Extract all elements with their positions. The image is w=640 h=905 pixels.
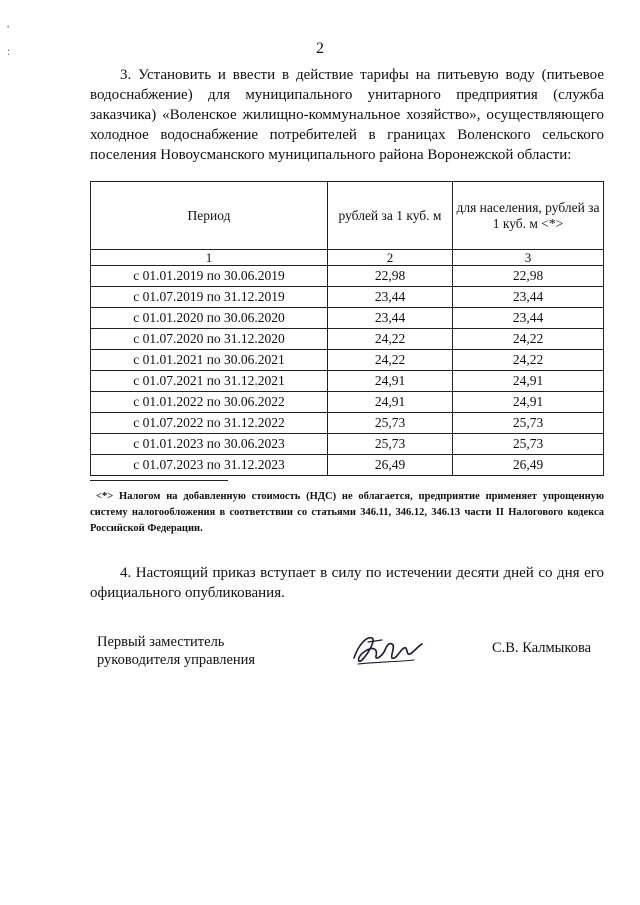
signatory-title: [97, 633, 255, 669]
period-cell: с 01.07.2022 по 31.12.2022: [91, 413, 328, 434]
period-cell: с 01.01.2020 по 30.06.2020: [91, 308, 328, 329]
population-rate-cell: 24,22: [453, 350, 604, 371]
rate-cell: 22,98: [328, 266, 453, 287]
population-rate-cell: 26,49: [453, 455, 604, 476]
footnote: [90, 489, 604, 537]
population-rate-cell: 24,22: [453, 329, 604, 350]
period-cell: с 01.01.2019 по 30.06.2019: [91, 266, 328, 287]
population-rate-cell: 22,98: [453, 266, 604, 287]
period-cell: с 01.07.2021 по 31.12.2021: [91, 371, 328, 392]
margin-mark: ': [7, 22, 10, 36]
column-number: 3: [453, 250, 604, 266]
column-number: 1: [91, 250, 328, 266]
population-rate-cell: 25,73: [453, 413, 604, 434]
table-row: [91, 434, 604, 455]
rate-cell: 24,91: [328, 392, 453, 413]
footnote-divider: [90, 480, 228, 481]
rate-cell: 24,22: [328, 350, 453, 371]
paragraph-3-text: Установить и ввести в действие тарифы на питьевую воду (питьевое водоснабжение) для муниципального унитарного предприятия (служба заказчика) «Воленское жилищно-коммунальное хозяйство», осуществляющего холодное водоснабжение потребителей в границах Воленского сельского поселения Новоусманского муниципального района Воронежской области:: [90, 67, 604, 163]
table-row: [91, 392, 604, 413]
column-number: 2: [328, 250, 453, 266]
period-cell: с 01.07.2023 по 31.12.2023: [91, 455, 328, 476]
period-cell: с 01.01.2021 по 30.06.2021: [91, 350, 328, 371]
rate-cell: 25,73: [328, 434, 453, 455]
period-cell: с 01.07.2019 по 31.12.2019: [91, 287, 328, 308]
paragraph-4-text: 4. Настоящий приказ вступает в силу по истечении десяти дней со дня его официального опубликования.: [90, 565, 604, 601]
rate-cell: 26,49: [328, 455, 453, 476]
handwritten-signature: [348, 628, 426, 670]
header-population-rate: для населения, рублей за 1 куб. м <*>: [453, 182, 604, 250]
table-row: [91, 455, 604, 476]
rate-cell: 25,73: [328, 413, 453, 434]
period-cell: с 01.01.2023 по 30.06.2023: [91, 434, 328, 455]
period-cell: с 01.07.2020 по 31.12.2020: [91, 329, 328, 350]
paragraph-3-number: 3.: [120, 67, 132, 83]
page-number: 2: [316, 40, 324, 57]
footnote-text: <*> Налогом на добавленную стоимость (НДС) не облагается, предприятие применяет упрощенную систему налогообложения в соответствии со статьями 346.11, 346.12, 346.13 части II Налогового кодекса Российской Федерации.: [90, 491, 604, 534]
table-header-row: [91, 182, 604, 250]
table-row: [91, 329, 604, 350]
population-rate-cell: 23,44: [453, 287, 604, 308]
signatory-name: С.В. Калмыкова: [492, 640, 592, 656]
margin-mark: :: [7, 44, 11, 58]
rate-cell: 24,22: [328, 329, 453, 350]
tariff-table: [90, 181, 604, 476]
table-row: [91, 413, 604, 434]
table-row: [91, 350, 604, 371]
table-row: [91, 266, 604, 287]
signatory-title-line: руководителя управления: [97, 652, 256, 668]
table-row: [91, 287, 604, 308]
table-row: [91, 371, 604, 392]
rate-cell: 24,91: [328, 371, 453, 392]
population-rate-cell: 24,91: [453, 371, 604, 392]
period-cell: с 01.01.2022 по 30.06.2022: [91, 392, 328, 413]
paragraph-3: [90, 65, 604, 165]
paragraph-4: [90, 563, 604, 603]
rate-cell: 23,44: [328, 308, 453, 329]
header-rate: рублей за 1 куб. м: [328, 182, 453, 250]
population-rate-cell: 23,44: [453, 308, 604, 329]
column-number-row: [91, 250, 604, 266]
signatory-title-line: Первый заместитель: [97, 634, 225, 650]
table-row: [91, 308, 604, 329]
rate-cell: 23,44: [328, 287, 453, 308]
header-period: Период: [91, 182, 328, 250]
population-rate-cell: 25,73: [453, 434, 604, 455]
population-rate-cell: 24,91: [453, 392, 604, 413]
